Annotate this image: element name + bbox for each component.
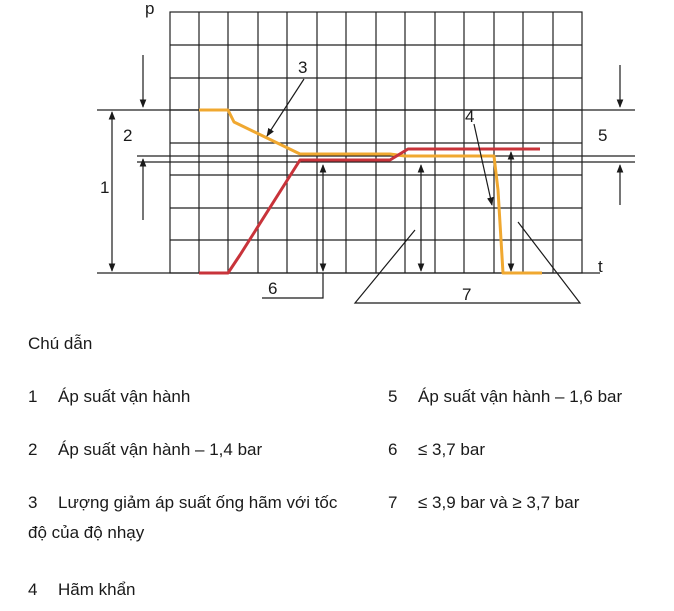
legend-text: ≤ 3,9 bar và ≥ 3,7 bar [418, 493, 580, 512]
legend-number: 4 [28, 580, 38, 599]
legend-text-continued: độ của độ nhạy [28, 523, 145, 542]
legend-text: Lượng giảm áp suất ống hãm với tốc [58, 493, 338, 512]
grid [170, 12, 582, 273]
operating-pressure-curve [199, 110, 542, 273]
axis-t-label: t [598, 257, 603, 276]
legend-text: Áp suất vận hành – 1,6 bar [418, 387, 623, 406]
legend-item-5 [388, 382, 622, 412]
callout-6: 6 [268, 279, 278, 298]
legend-number: 6 [388, 440, 398, 459]
callout-4: 4 [465, 107, 475, 126]
legend-number: 7 [388, 493, 398, 512]
callout-1: 1 [100, 178, 110, 197]
legend-item-4 [28, 575, 135, 605]
legend-item-6 [388, 435, 485, 465]
legend-text: Áp suất vận hành [58, 387, 191, 406]
legend-number: 3 [28, 493, 38, 512]
legend-title: Chú dẫn [28, 334, 93, 353]
legend-number: 5 [388, 387, 398, 406]
legend-text: Hãm khẩn [58, 580, 136, 599]
legend-text: ≤ 3,7 bar [418, 440, 485, 459]
legend-item-3 [28, 488, 337, 548]
brake-cylinder-curve [199, 149, 540, 273]
legend-number: 1 [28, 387, 38, 406]
dimension-arrows [112, 55, 620, 303]
legend-item-1 [28, 382, 190, 412]
callout-7: 7 [462, 285, 472, 304]
legend-item-7 [388, 488, 579, 518]
legend-text: Áp suất vận hành – 1,4 bar [58, 440, 263, 459]
legend-item-2 [28, 435, 262, 465]
callout-2: 2 [123, 126, 133, 145]
reference-lines [97, 110, 635, 273]
axis-p-label: p [145, 0, 155, 18]
legend-number: 2 [28, 440, 38, 459]
callout-5: 5 [598, 126, 608, 145]
callout-3: 3 [298, 58, 308, 77]
